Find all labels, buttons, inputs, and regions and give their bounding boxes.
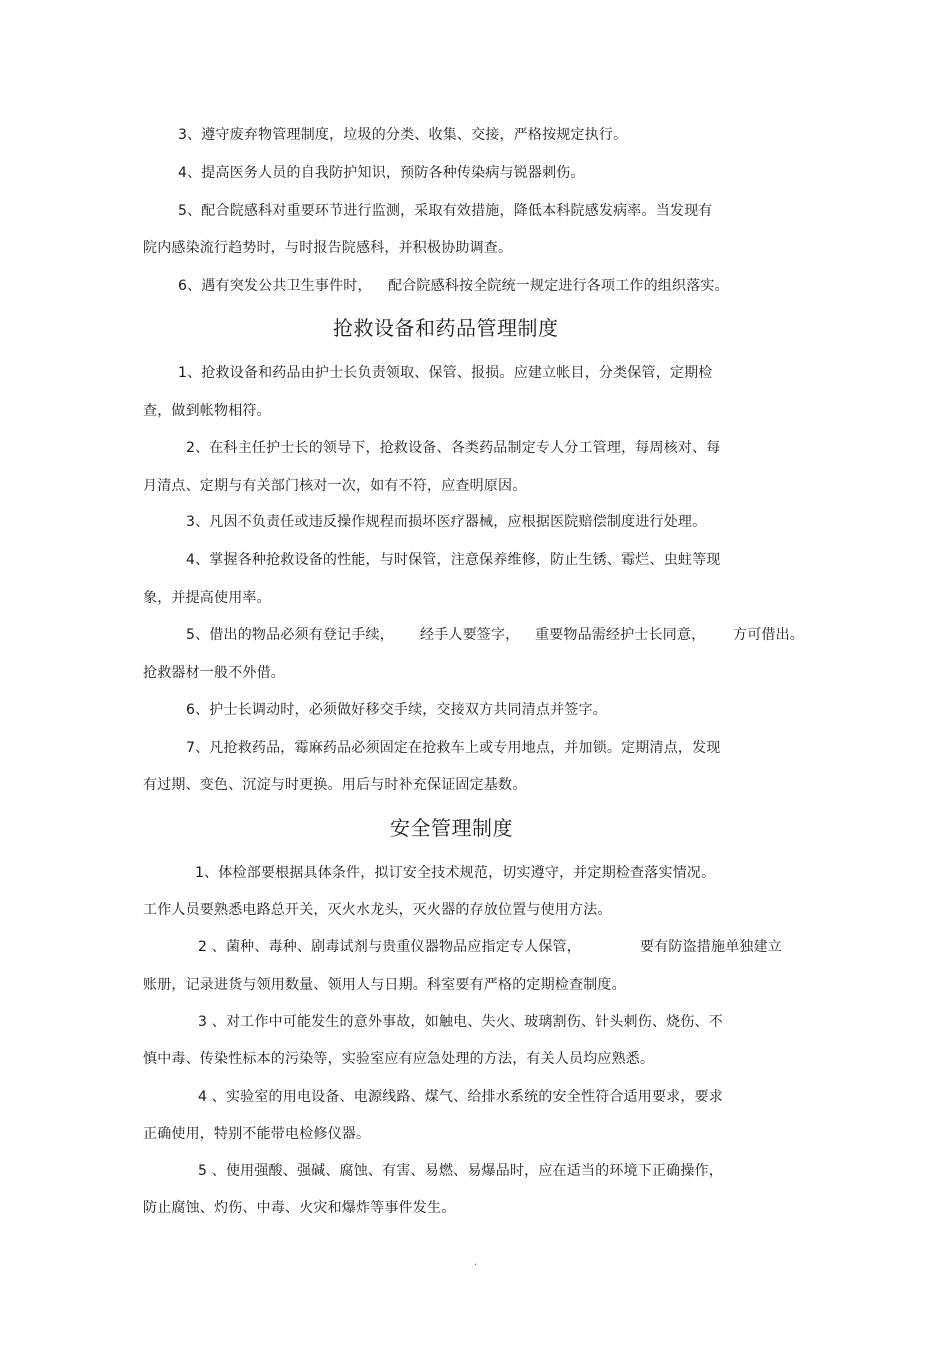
rescue-item-5-cont: 抢救器材一般不外借。 [143,665,285,681]
rescue-item-6: 6、护士长调动时，必须做好移交手续，交接双方共同清点并签字。 [186,702,607,718]
safety-item-5: 5 、使用强酸、强碱、腐蚀、有害、易燃、易爆品时，应在适当的环境下正确操作， [198,1163,723,1179]
infection-item-5-cont: 院内感染流行趋势时，与时报告院感科，并积极协助调查。 [143,240,513,256]
safety-item-5-cont: 防止腐蚀、灼伤、中毒、火灾和爆炸等事件发生。 [143,1200,456,1216]
rescue-item-2-cont: 月清点、定期与有关部门核对一次，如有不符，应查明原因。 [143,478,527,494]
rescue-item-5a: 5、借出的物品必须有登记手续， [186,627,394,643]
infection-item-5: 5、配合院感科对重要环节进行监测，采取有效措施，降低本科院感发病率。当发现有 [178,203,713,219]
infection-item-3: 3、遵守废弃物管理制度，垃圾的分类、收集、交接，严格按规定执行。 [178,127,628,143]
rescue-item-5d: 方可借出。 [733,627,804,643]
infection-item-6b: 配合院感科按全院统一规定进行各项工作的组织落实。 [388,278,729,294]
safety-item-3: 3 、对工作中可能发生的意外事故，如触电、失火、玻璃割伤、针头刺伤、烧伤、不 [198,1014,723,1030]
rescue-item-3: 3、凡因不负责任或违反操作规程而损坏医疗器械，应根据医院赔偿制度进行处理。 [186,514,707,530]
safety-item-3-cont: 慎中毒、传染性标本的污染等，实验室应有应急处理的方法，有关人员均应熟悉。 [143,1051,655,1067]
safety-item-2-cont: 账册，记录进货与领用数量、领用人与日期。科室要有严格的定期检查制度。 [143,977,626,993]
safety-item-4-cont: 正确使用，特别不能带电检修仪器。 [143,1126,371,1142]
rescue-item-5c: 重要物品需经护士长同意， [535,627,706,643]
rescue-item-4-cont: 象，并提高使用率。 [143,590,271,606]
safety-item-2b: 要有防盗措施单独建立 [640,939,782,955]
safety-section-title: 安全管理制度 [390,816,513,840]
rescue-item-1-cont: 查，做到帐物相符。 [143,403,271,419]
infection-item-6a: 6、遇有突发公共卫生事件时， [178,278,372,294]
rescue-item-4: 4、掌握各种抢救设备的性能，与时保管，注意保养维修，防止生锈、霉烂、虫蛀等现 [186,552,721,568]
rescue-section-title: 抢救设备和药品管理制度 [333,316,559,340]
rescue-item-7-cont: 有过期、变色、沉淀与时更换。用后与时补充保证固定基数。 [143,777,527,793]
safety-item-1-cont: 工作人员要熟悉电路总开关，灭火水龙头，灭火器的存放位置与使用方法。 [143,902,612,918]
safety-item-4: 4 、实验室的用电设备、电源线路、煤气、给排水系统的安全性符合适用要求，要求 [198,1089,723,1105]
rescue-item-5b: 经手人要签字， [420,627,520,643]
rescue-item-2: 2、在科主任护士长的领导下，抢救设备、各类药品制定专人分工管理，每周核对、每 [186,440,721,456]
safety-item-1: 1、体检部要根据具体条件，拟订安全技术规范，切实遵守，并定期检查落实情况。 [195,865,716,881]
footer-mark: . [474,1257,478,1268]
rescue-item-7: 7、凡抢救药品，霉麻药品必须固定在抢救车上或专用地点，并加锁。定期清点，发现 [186,740,721,756]
infection-item-4: 4、提高医务人员的自我防护知识，预防各种传染病与锐器刺伤。 [178,165,585,181]
safety-item-2a: 2 、菌种、毒种、剧毒试剂与贵重仪器物品应指定专人保管， [198,939,581,955]
rescue-item-1: 1、抢救设备和药品由护士长负责领取、保管、报损。应建立帐目，分类保管，定期检 [178,365,713,381]
